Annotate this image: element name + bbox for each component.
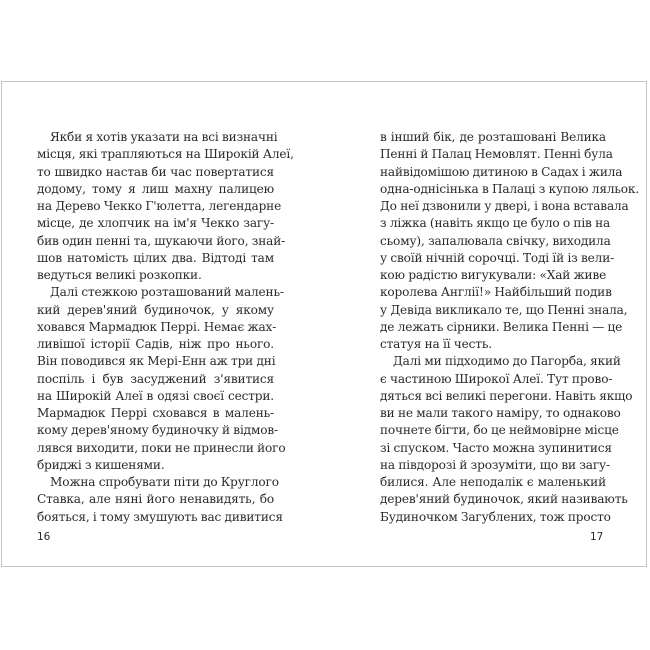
text-line: місця, які трапляються на Широкій Алеї, (37, 147, 294, 162)
text-line: місце, де хлопчик на ім'я Чекко загу- (37, 216, 274, 231)
text-line: ливішої історії Садів, ніж про нього. (37, 337, 274, 351)
text-line: додому, тому я лиш махну палицею (37, 181, 274, 196)
text-line: Пенні й Палац Немовлят. Пенні була (380, 147, 613, 162)
text-line: сьому), запалювала свічку, виходила (380, 233, 611, 248)
text-line: Він поводився як Мері-Енн аж три дні (37, 354, 276, 369)
text-line: дерев'яний будиночок, який називають (380, 492, 628, 507)
page-number-right: 17 (590, 531, 604, 543)
text-line: До неї дзвонили у двері, і вона вставала (380, 199, 629, 213)
text-line: почнете бігти, бо це неймовірне місце (380, 423, 619, 438)
text-line: бив один пенні та, шукаючи його, знай- (37, 233, 286, 248)
text-line: бриджі з кишенями. (37, 457, 165, 472)
text-line: Будиночком Загублених, тож просто (380, 509, 611, 524)
right-page (325, 82, 648, 566)
text-line: шов натомість цілих два. Відтоді там (37, 250, 274, 265)
text-line: статуя на її честь. (380, 337, 492, 351)
text-line: дяться всі великі перегони. Навіть якщо (380, 388, 633, 403)
text-line: зі спуском. Часто можна зупинитися (380, 440, 612, 455)
text-line: на Дерево Чекко Г'юлетта, легендарне (37, 199, 282, 213)
text-line: ви не мали такого наміру, то однаково (380, 406, 621, 420)
text-line: кому дерев'яному будиночку й відмов- (37, 423, 278, 438)
text-line: Якби я хотів указати на всі визначні (50, 130, 278, 144)
text-line: билися. Але неподалік є маленький (380, 475, 606, 489)
text-line: кий дерев'яний будиночок, у якому (37, 302, 274, 317)
text-line: одна-однісінька в Палаці з купою ляльок. (380, 181, 640, 196)
text-line: Далі ми підходимо до Пагорба, який (393, 354, 621, 369)
text-line: бояться, і тому змушують вас дивитися (37, 509, 283, 524)
text-line: є частиною Широкої Алеї. Тут прово- (380, 371, 613, 386)
text-line: найвідомішою дитиною в Садах і жила (380, 164, 623, 179)
text-line: лявся виходити, поки не принесли його (37, 440, 286, 455)
text-line: Можна спробувати піти до Круглого (50, 475, 279, 489)
left-page (2, 82, 325, 566)
text-line: то швидко настав би час повертатися (37, 164, 274, 179)
right-page-text (380, 129, 640, 526)
text-line: де лежать сірники. Велика Пенні — це (380, 319, 623, 334)
text-line: Мармадюк Перрі сховався в малень- (37, 406, 274, 420)
text-line: ховався Мармадюк Перрі. Немає жах- (37, 319, 277, 334)
text-line: поспіль і був засуджений з'явитися (37, 371, 274, 386)
text-line: в інший бік, де розташовані Велика (380, 130, 606, 144)
text-line: на півдорозі й зрозуміти, що ви загу- (380, 457, 610, 472)
text-line: ведуться великі розкопки. (37, 268, 202, 282)
text-line: королева Англії!» Найбільший подив (380, 285, 612, 300)
text-line: у Девіда викликало те, що Пенні знала, (380, 302, 628, 317)
page-number-left: 16 (37, 531, 51, 543)
text-line: у своїй нічній сорочці. Тоді їй із вели- (380, 250, 615, 265)
left-page-text (37, 129, 294, 526)
text-line: Ставка, але няні його ненавидять, бо (37, 492, 274, 507)
text-line: Далі стежкою розташований малень- (50, 285, 284, 300)
text-line: з ліжка (навіть якщо це було о пів на (380, 216, 611, 231)
text-line: на Широкій Алеї в одязі своєї сестри. (37, 388, 274, 403)
book-spread (1, 81, 647, 567)
text-line: кою радістю вигукували: «Хай живе (380, 268, 607, 282)
